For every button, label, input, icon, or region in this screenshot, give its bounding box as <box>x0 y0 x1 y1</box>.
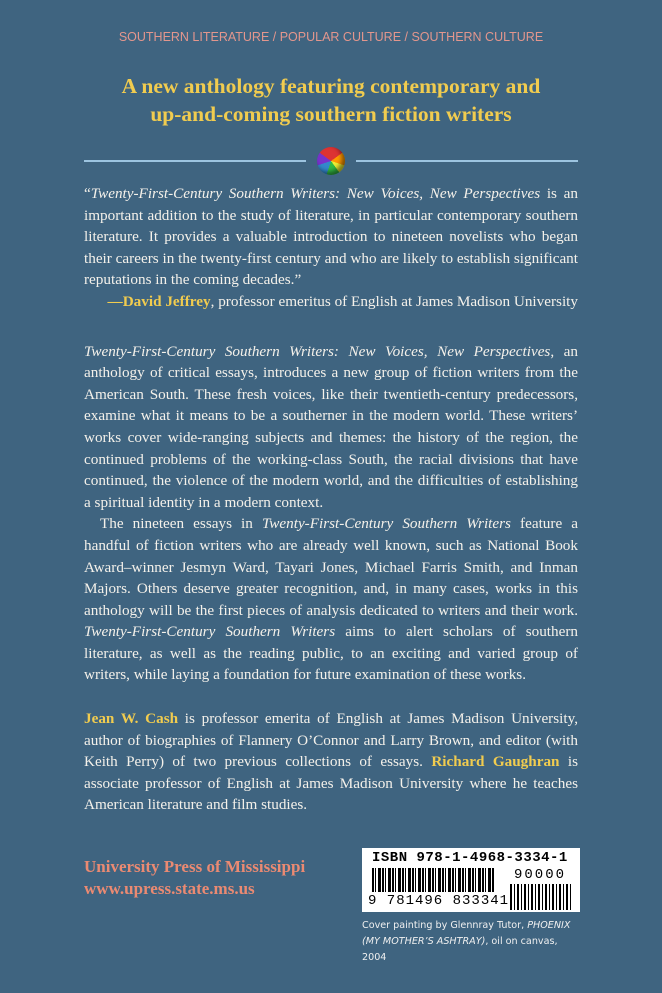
book-title: Twenty-First-Century Southern Writers <box>261 515 511 533</box>
footer <box>84 848 584 986</box>
headline <box>0 72 662 128</box>
credit-text: , oil on canvas, 2004 <box>362 936 558 964</box>
editor-bios <box>84 708 578 816</box>
description-text: feature a handful of fiction writers who are already well known, such as National Book Award–winner Jesmyn Ward, Tayari Jones, Michael Farris Smith, and Inman Majors. Others deserve greater recognition, and, in many cases, works in this anthology will be the first pieces of analysis dedicated to writers and their work. <box>84 515 578 619</box>
book-title: Twenty-First-Century Southern Writers <box>84 623 336 641</box>
addon-barcode-bars <box>510 884 572 910</box>
editor-bio: is associate professor of English at James Madison University where he teaches American literature and film studies. <box>84 753 578 814</box>
endorsement-quote <box>84 183 578 313</box>
subject-categories: SOUTHERN LITERATURE / POPULAR CULTURE / SOUTHERN CULTURE <box>118 30 544 44</box>
divider-right <box>356 160 578 162</box>
quote-author: —David Jeffrey <box>107 292 211 310</box>
book-description <box>84 341 578 687</box>
quote-mark: “ <box>84 185 91 202</box>
quote-book-title: Twenty-First-Century Southern Writers: New Voices, New Perspectives <box>90 185 541 202</box>
marble-ornament-icon <box>317 147 345 175</box>
publisher-url: www.upress.state.ms.us <box>84 879 255 899</box>
description-text: aims to alert scholars of southern literature, as well as the reading public, to an exciting and varied group of writers, while laying a foundation for future examination of these works. <box>84 623 579 684</box>
book-title: Twenty-First-Century Southern Writers: New Voices, New Perspectives <box>84 342 551 360</box>
ornament-divider <box>0 147 662 175</box>
isbn-text: ISBN 978-1-4968-3334-1 <box>372 850 568 867</box>
editor-bio: is professor emerita of English at James Madison University, author of biographies of Flannery O’Connor and Larry Brown, and editor (with Keith Perry) of two previous collections of essays. <box>84 710 578 771</box>
quote-author-desc: , professor emeritus of English at James Madison University <box>210 292 578 310</box>
ean-number: 9 781496 833341 <box>368 893 510 910</box>
credit-text: Cover painting by Glennray Tutor, <box>362 920 528 932</box>
headline-line: A new anthology featuring contemporary and <box>121 74 541 98</box>
isbn-barcode <box>362 848 580 912</box>
editor-name: Richard Gaughran <box>431 753 560 771</box>
quote-text: is an important addition to the study of literature, in particular contemporary southern literature. It provides a valuable introduction to nineteen novelists who began their careers in the twenty-first century and who are likely to establish significant reputations in the coming decades.” <box>84 185 578 289</box>
cover-credit <box>362 918 584 966</box>
divider-left <box>84 160 306 162</box>
description-text: , an anthology of critical essays, introduces a new group of fiction writers from the American South. These fresh voices, like their twentieth-century predecessors, examine what it means to be a southerner in the modern world. These writers’ works cover wide-ranging subjects and themes: the history of the region, the continued problems of the working-class South, the racial divisions that have continued, the violence of the modern world, and the difficulties of establishing a spiritual identity in a modern context. <box>84 342 578 511</box>
painting-title: PHOENIX (MY MOTHER’S ASHTRAY) <box>362 920 571 948</box>
barcode-bars <box>372 868 494 892</box>
description-text: The nineteen essays in <box>100 515 262 533</box>
publisher-name: University Press of Mississippi <box>84 857 306 877</box>
headline-line: up-and-coming southern fiction writers <box>150 102 512 126</box>
editor-name: Jean W. Cash <box>84 710 179 728</box>
price-addon: 90000 <box>514 867 567 884</box>
barcode-column <box>362 848 584 966</box>
publisher <box>84 856 305 966</box>
